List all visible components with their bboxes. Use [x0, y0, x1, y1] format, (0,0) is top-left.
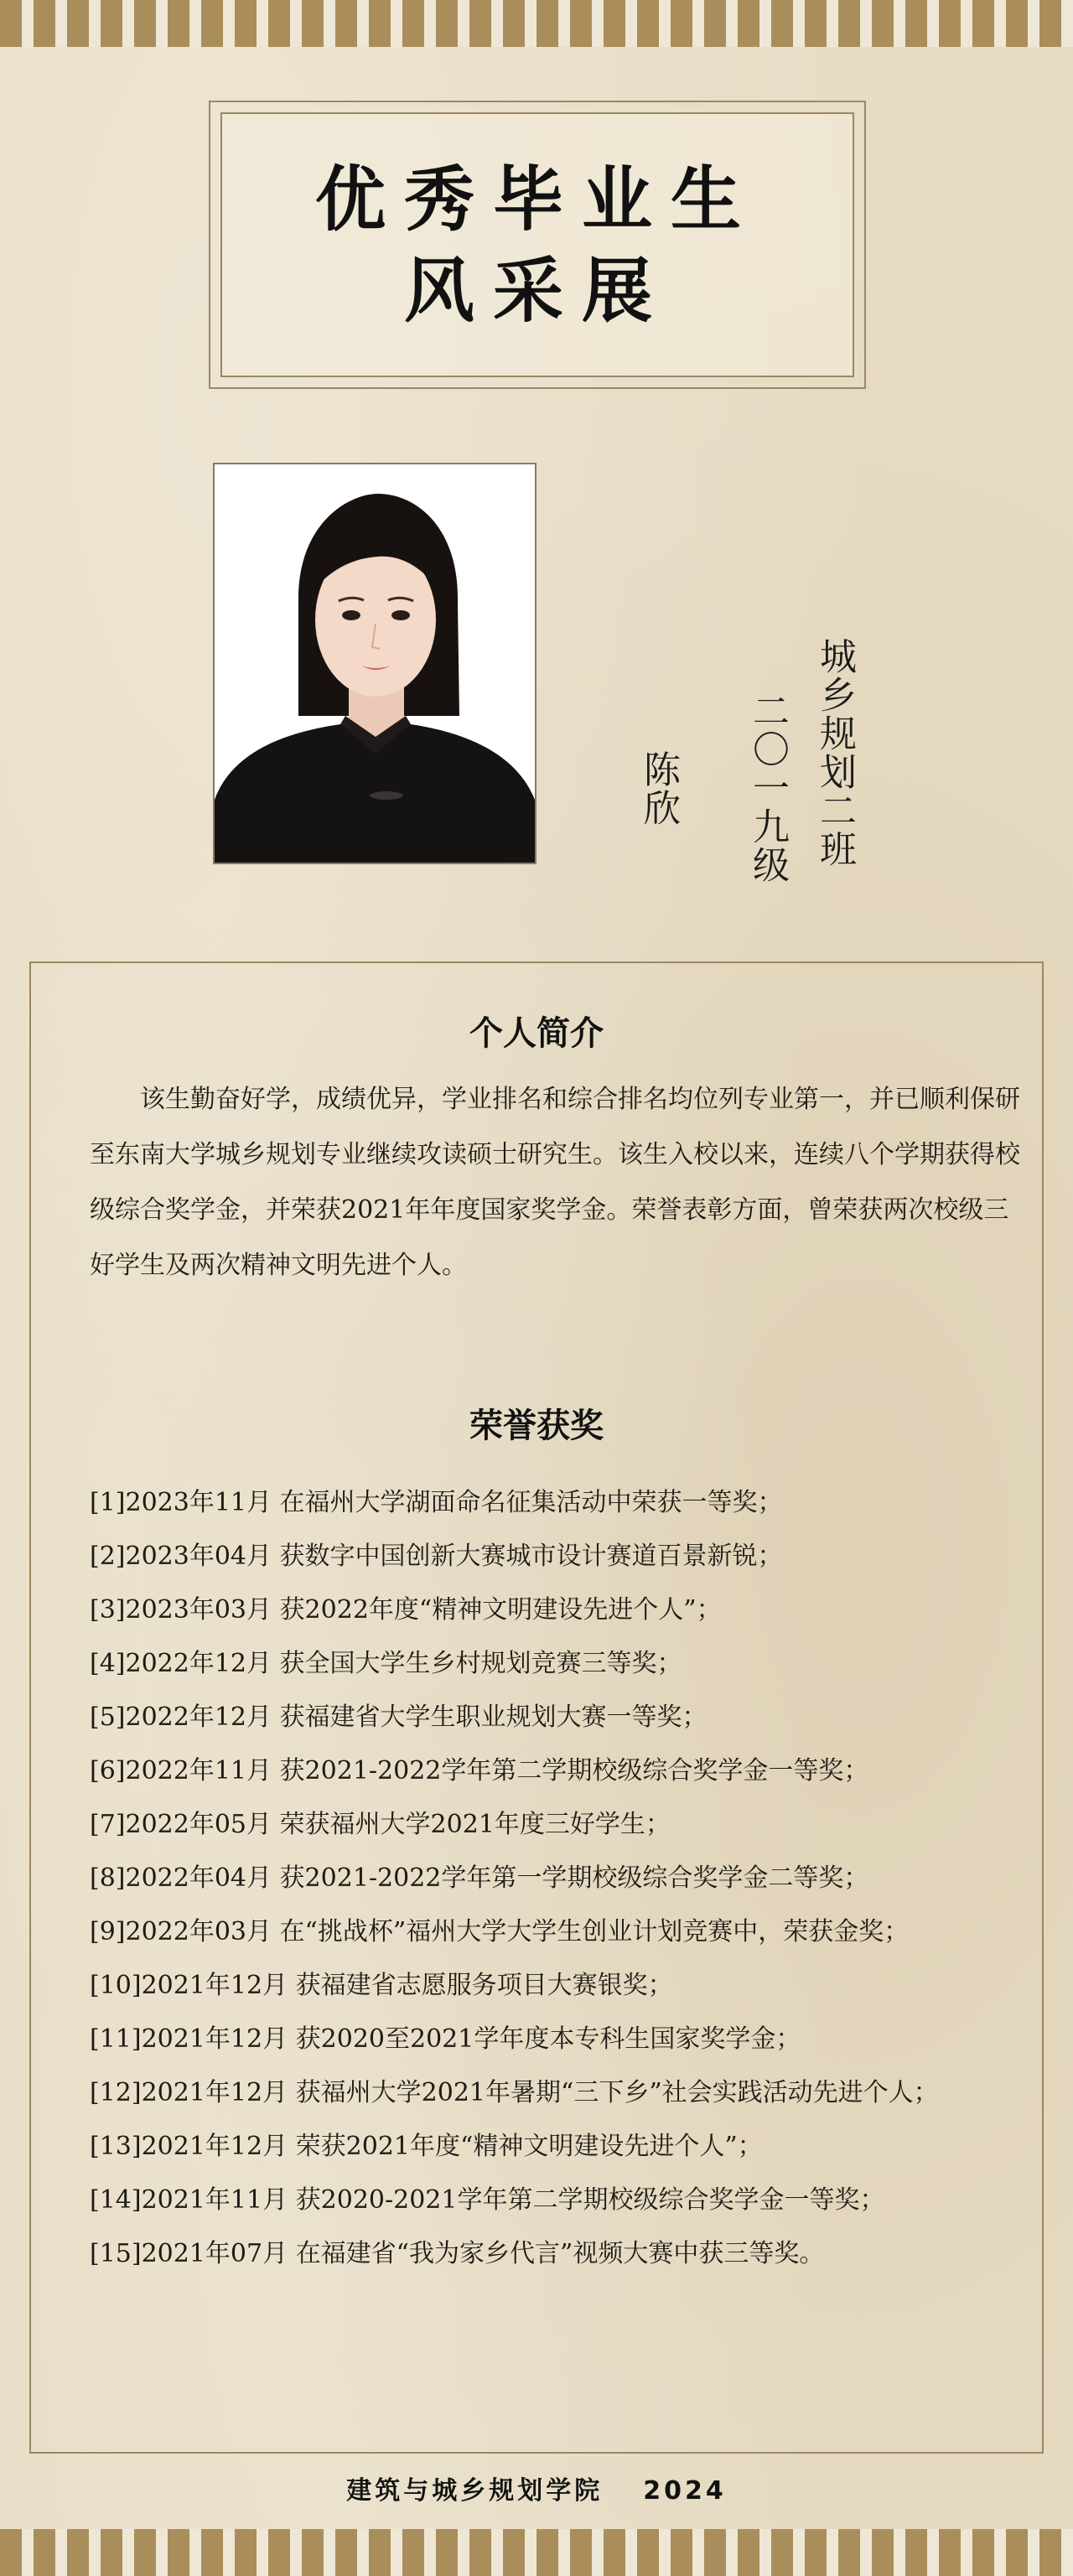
portrait-icon	[215, 464, 535, 863]
footer-year: 2024	[643, 2476, 727, 2506]
title-inner-frame	[220, 112, 854, 377]
awards-heading: 荣誉获奖	[469, 1407, 604, 1445]
award-item: [4]2022年12月 获全国大学生乡村规划竞赛三等奖；	[90, 1649, 682, 1678]
bottom-decorative-stripe	[0, 2529, 1073, 2576]
footer-college: 建筑与城乡规划学院	[346, 2476, 604, 2506]
award-item: [11]2021年12月 获2020至2021学年度本专科生国家奖学金；	[90, 2024, 801, 2054]
title-frame	[209, 101, 866, 389]
award-item: [3]2023年03月 获2022年度“精神文明建设先进个人”；	[90, 1595, 722, 1625]
intro-heading: 个人简介	[469, 1014, 604, 1053]
award-item: [15]2021年07月 在福建省“我为家乡代言”视频大赛中获三等奖。	[90, 2239, 825, 2268]
student-name: 陈欣	[637, 750, 680, 827]
award-item: [14]2021年11月 获2020-2021学年第二学期校级综合奖学金一等奖；	[90, 2185, 885, 2215]
award-item: [7]2022年05月 荣获福州大学2021年度三好学生；	[90, 1810, 671, 1839]
award-item: [5]2022年12月 获福建省大学生职业规划大赛一等奖；	[90, 1703, 708, 1732]
grade-label: 二〇一九级	[746, 692, 789, 884]
award-item: [1]2023年11月 在福州大学湖面命名征集活动中荣获一等奖；	[90, 1488, 783, 1517]
portrait-photo	[213, 463, 536, 864]
award-item: [13]2021年12月 荣获2021年度“精神文明建设先进个人”；	[90, 2132, 763, 2161]
award-item: [12]2021年12月 获福州大学2021年暑期“三下乡”社会实践活动先进个人；	[90, 2078, 939, 2107]
intro-paragraph: 该生勤奋好学，成绩优异，学业排名和综合排名均位列专业第一，并已顺利保研至东南大学城乡规划专业继续攻读硕士研究生。该生入校以来，连续八个学期获得校级综合奖学金，并荣获2021年年度国家奖学金。荣誉表彰方面，曾荣获两次校级三好学生及两次精神文明先进个人。	[90, 1085, 1020, 1280]
top-decorative-stripe	[0, 0, 1073, 47]
award-item: [10]2021年12月 获福建省志愿服务项目大赛银奖；	[90, 1971, 673, 2000]
award-item: [6]2022年11月 获2021-2022学年第二学期校级综合奖学金一等奖；	[90, 1756, 869, 1786]
footer	[0, 2470, 1073, 2506]
award-item: [2]2023年04月 获数字中国创新大赛城市设计赛道百景新锐；	[90, 1542, 783, 1571]
content-panel	[29, 961, 1044, 2454]
award-item: [8]2022年04月 获2021-2022学年第一学期校级综合奖学金二等奖；	[90, 1863, 869, 1893]
page-title-line2: 风采展	[403, 249, 671, 332]
awards-list	[90, 1476, 1020, 2281]
page-title-line1: 优秀毕业生	[314, 157, 759, 241]
award-item: [9]2022年03月 在“挑战杯”福州大学大学生创业计划竞赛中，荣获金奖；	[90, 1917, 910, 1946]
class-label: 城乡规划二班	[813, 637, 856, 868]
